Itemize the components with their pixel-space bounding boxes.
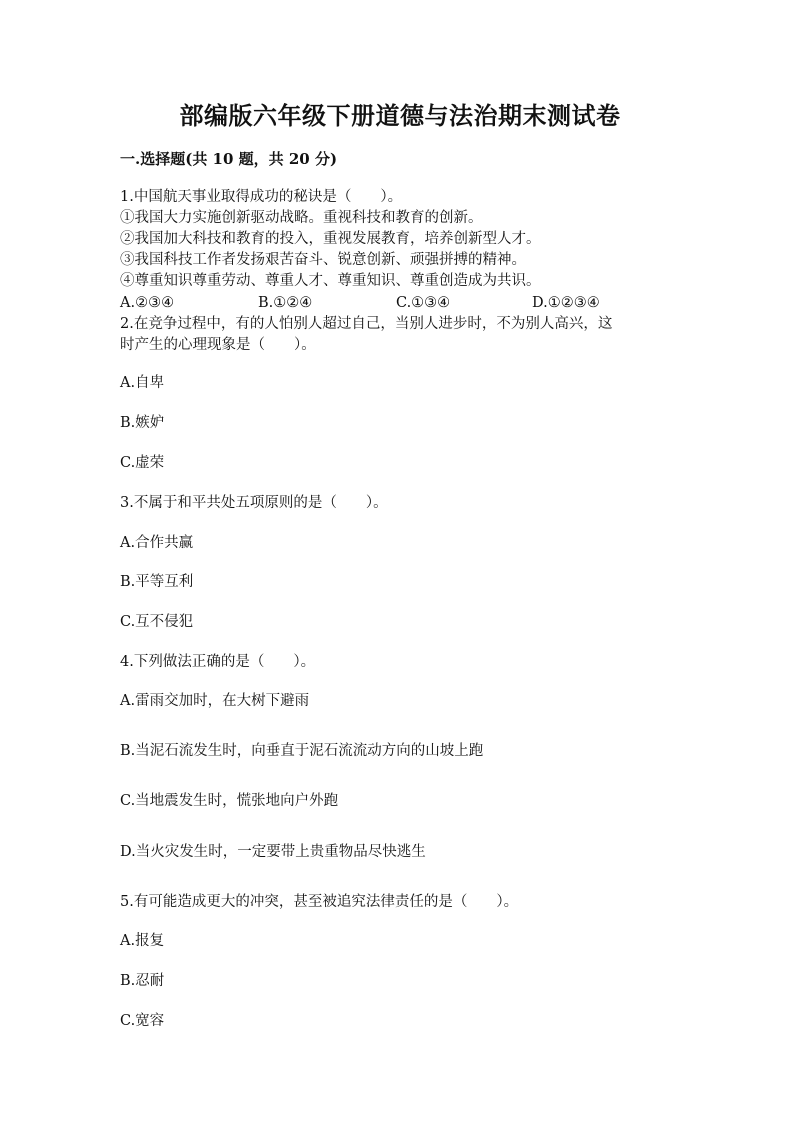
question-1-stem: 1.中国航天事业取得成功的秘诀是（ ）。: [120, 189, 403, 205]
question-5-stem: 5.有可能造成更大的冲突，甚至被追究法律责任的是（ ）。: [120, 894, 519, 910]
exam-title: 部编版六年级下册道德与法治期末测试卷: [179, 101, 621, 130]
question-4-option-b: B.当泥石流发生时，向垂直于泥石流流动方向的山坡上跑: [120, 743, 484, 759]
question-5-option-a: A.报复: [120, 933, 165, 949]
question-4-option-d: D.当火灾发生时，一定要带上贵重物品尽快逃生: [120, 844, 426, 860]
question-5-option-b: B.忍耐: [120, 973, 165, 989]
question-1-options: [120, 293, 680, 313]
question-1-statement-3: ③我国科技工作者发扬艰苦奋斗、锐意创新、顽强拼搏的精神。: [120, 252, 526, 268]
question-4-option-a: A.雷雨交加时，在大树下避雨: [120, 693, 310, 709]
question-4-option-c: C.当地震发生时，慌张地向户外跑: [120, 793, 339, 809]
question-2-option-a: A.自卑: [120, 375, 165, 391]
question-1-option-c: C.①③④: [396, 295, 451, 311]
question-1-statement-1: ①我国大力实施创新驱动战略。重视科技和教育的创新。: [120, 210, 483, 226]
question-5-option-c: C.宽容: [120, 1013, 165, 1029]
question-1-statement-4: ④尊重知识尊重劳动、尊重人才、尊重知识、尊重创造成为共识。: [120, 273, 541, 289]
question-2-stem-line-2: 时产生的心理现象是（ ）。: [120, 337, 316, 353]
question-2-option-c: C.虚荣: [120, 455, 165, 471]
section-heading: 一.选择题(共 10 题，共 20 分): [120, 150, 338, 168]
question-1-statement-2: ②我国加大科技和教育的投入，重视发展教育，培养创新型人才。: [120, 231, 541, 247]
question-2-option-b: B.嫉妒: [120, 415, 165, 431]
question-4-stem: 4.下列做法正确的是（ ）。: [120, 654, 316, 670]
question-1-option-a: A.②③④: [120, 295, 175, 311]
question-2-stem-line-1: 2.在竞争过程中，有的人怕别人超过自己，当别人进步时，不为别人高兴，这: [120, 316, 613, 332]
question-3-option-b: B.平等互利: [120, 574, 194, 590]
question-3-option-a: A.合作共赢: [120, 535, 194, 551]
question-1-option-b: B.①②④: [258, 295, 313, 311]
question-3-stem: 3.不属于和平共处五项原则的是（ ）。: [120, 495, 388, 511]
question-1-option-d: D.①②③④: [532, 295, 600, 311]
question-3-option-c: C.互不侵犯: [120, 614, 194, 630]
